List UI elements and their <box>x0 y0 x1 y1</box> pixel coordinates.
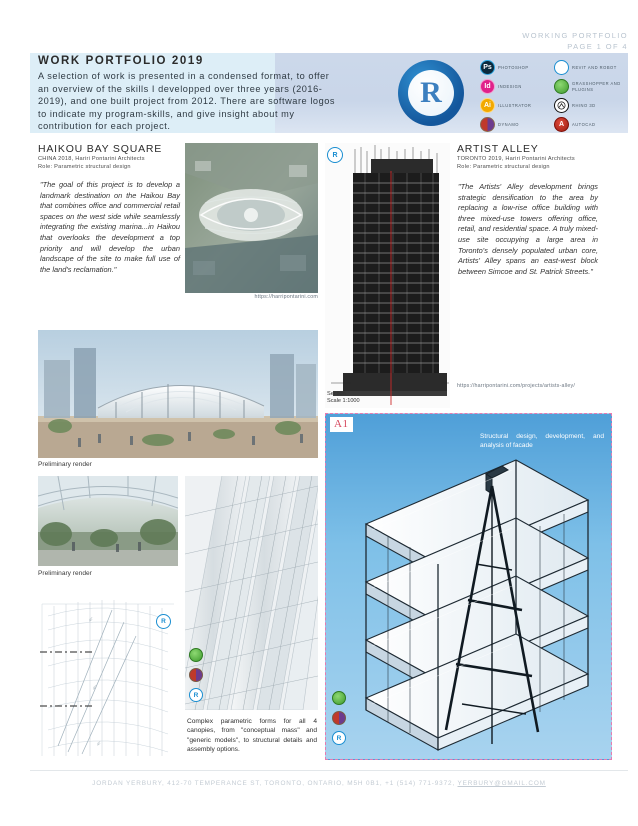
software-item-indesign <box>480 77 554 96</box>
project-role-artist-alley: Role: Parametric structural design <box>457 164 550 170</box>
rhino-glyph <box>557 101 566 110</box>
software-icons-axonometric <box>332 691 346 745</box>
project-quote-haikou: "The goal of this project is to develop a landmark destination on the Haikou Bay that combines office and commercial retail spaces on the west side while seamlessly integrating the existing marina...in Haikou that overlooks the development a top priority and will develop the urban landscape of the site to make full use of the land's reclamation." <box>40 180 180 274</box>
aerial-site-graphic <box>185 143 318 293</box>
render-graphic-2 <box>38 476 178 566</box>
software-item-autocad <box>554 115 630 134</box>
software-item-illustrator <box>480 96 554 115</box>
revit-icon: R <box>189 688 203 702</box>
page-title: WORK PORTFOLIO 2019 <box>38 55 204 67</box>
software-label: RHINO 3D <box>572 102 596 108</box>
brand-logo <box>398 60 464 126</box>
page-description: A selection of work is presented in a condensed format, to offer an overview of the skills I developped over three years (2016-2019), and one built project from 2012. There are software logos to indicate my program-skills, and give insight about my contribution for each project. <box>38 71 336 132</box>
illustrator-icon: Ai <box>480 98 495 113</box>
line-drawing-panel <box>38 596 178 761</box>
software-item-revit <box>554 58 630 77</box>
project-title-artist-alley: ARTIST ALLEY <box>457 143 539 155</box>
project-title-haikou: HAIKOU BAY SQUARE <box>38 143 163 155</box>
axonometric-note: Structural design, development, and analysis of facade <box>480 433 604 450</box>
software-item-grasshopper <box>554 77 630 96</box>
photoshop-icon: Ps <box>480 60 495 75</box>
footer-email[interactable]: YERBURY@GMAIL.COM <box>457 780 546 787</box>
canopy-parametric-graphic <box>185 476 318 710</box>
software-label: ILLUSTRATOR <box>498 102 532 108</box>
software-label: AUTOCAD <box>572 121 596 127</box>
axonometric-facade-panel <box>325 413 612 760</box>
canopy-parametric-image <box>185 476 318 710</box>
software-icons-canopy <box>189 648 203 702</box>
header-meta-line1: WORKING PORTFOLIO <box>522 31 628 40</box>
render-image-2 <box>38 476 178 566</box>
software-item-rhino <box>554 96 630 115</box>
render-image-1 <box>38 330 318 458</box>
footer-divider <box>30 770 628 771</box>
dynamo-icon <box>189 668 203 682</box>
render-graphic-1 <box>38 330 318 458</box>
footer-contact: JORDAN YERBURY, 412-70 TEMPERANCE ST, TORONTO, ONTARIO, M5H 0B1, +1 (514) 771-9372, YERBURY@GMAIL.COM <box>92 780 546 787</box>
software-label: REVIT AND ROBOT <box>572 64 617 70</box>
revit-icon: R <box>327 147 343 163</box>
dynamo-icon <box>480 117 495 132</box>
footer-name: JORDAN YERBURY <box>92 780 162 787</box>
software-label: DYNAMO <box>498 121 519 127</box>
indesign-icon: Id <box>480 79 495 94</box>
autocad-icon: A <box>554 117 569 132</box>
section-label-line2: Scale 1:1000 <box>327 398 360 405</box>
svg-text:45°: 45° <box>87 616 95 623</box>
svg-text:45°: 45° <box>95 740 103 747</box>
revit-icon: R <box>332 731 346 745</box>
render-caption-1: Preliminary render <box>38 461 92 468</box>
axonometric-facade-graphic <box>326 414 611 759</box>
svg-text:45°: 45° <box>91 684 99 691</box>
render-caption-2: Preliminary render <box>38 570 92 577</box>
project-url-artist-alley[interactable]: https://harripontarini.com/projects/artists-alley/ <box>457 383 576 389</box>
project-location-artist-alley: TORONTO 2019, Hariri Pontarini Architects <box>457 156 575 162</box>
software-label: PHOTOSHOP <box>498 64 529 70</box>
section-label-line1: Section <box>327 391 346 397</box>
canopy-caption: Complex parametric forms for all 4 canopies, from "conceptual mass" and "generic models", to structural details and assembly options. <box>187 718 317 754</box>
building-section-graphic <box>325 143 450 408</box>
software-item-photoshop <box>480 58 554 77</box>
brand-logo-inner <box>408 70 454 116</box>
aerial-site-image <box>185 143 318 293</box>
header-meta <box>522 30 628 52</box>
software-label: GRASSHOPPER AND PLUGINS <box>572 81 621 92</box>
software-skills-grid <box>480 58 630 134</box>
software-item-dynamo <box>480 115 554 134</box>
software-label: INDESIGN <box>498 83 522 89</box>
rhino-icon <box>554 98 569 113</box>
brand-logo-letter: R <box>420 76 442 109</box>
section-scale-label <box>327 391 360 406</box>
revit-icon: R <box>156 614 171 629</box>
dynamo-icon <box>332 711 346 725</box>
header-meta-line2: PAGE 1 OF 4 <box>567 42 628 51</box>
footer-phone: +1 (514) 771-9372 <box>385 780 453 787</box>
grasshopper-icon <box>332 691 346 705</box>
grasshopper-icon <box>189 648 203 662</box>
building-section-drawing <box>325 143 450 408</box>
project-role-haikou: Role: Parametric structural design <box>38 164 131 170</box>
footer-address: 412-70 TEMPERANCE ST, TORONTO, ONTARIO, M5H 0B1 <box>167 780 380 787</box>
drawing-number-badge: A1 <box>330 417 353 432</box>
grasshopper-icon <box>554 79 569 94</box>
revit-icon: R <box>554 60 569 75</box>
project-quote-artist-alley: "The Artists' Alley development brings strategic densification to the area by replacing a low-rise office building with three mixed-use towers offering office, retail, and residential space. A truly mixed-use site occupying a large area in Toronto's densely populated urban core, Artists' Alley spans an east-west block between Simcoe and St. Patrick Streets." <box>458 182 598 276</box>
project-location-haikou: CHINA 2018, Hariri Pontarini Architects <box>38 156 145 162</box>
project-url-haikou[interactable]: https://harripontarini.com <box>254 294 318 300</box>
